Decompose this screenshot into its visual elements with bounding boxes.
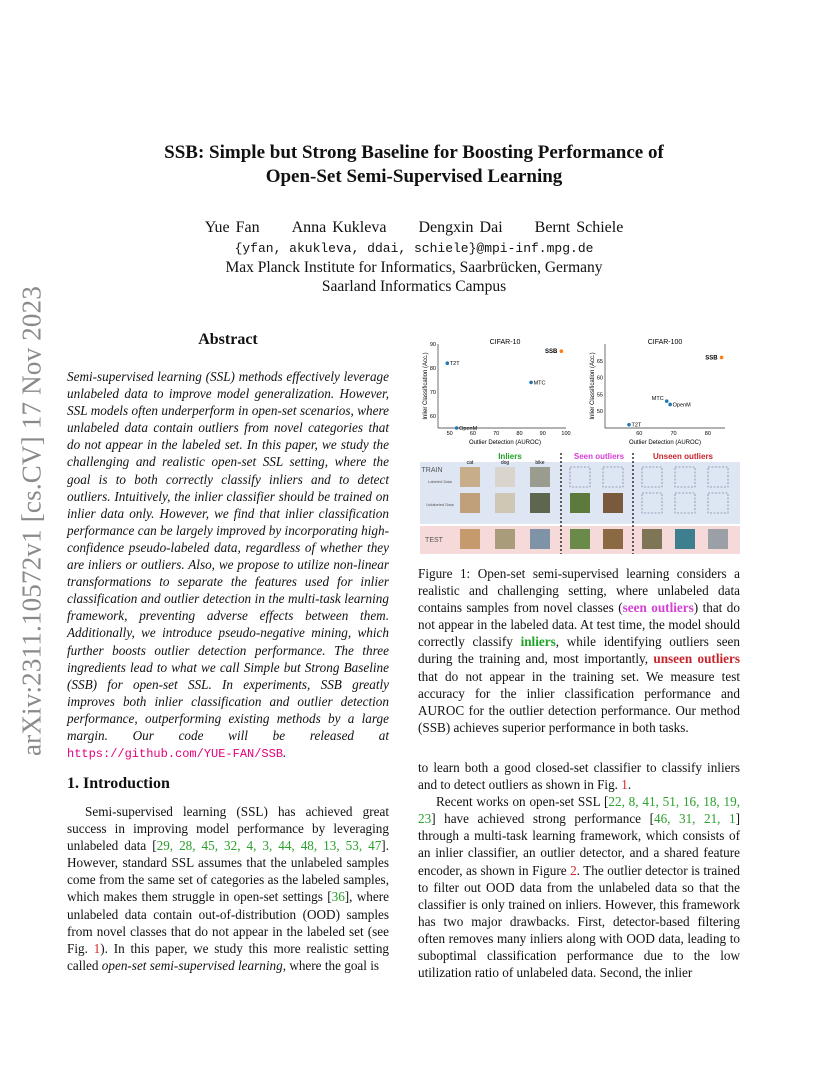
class-label-bike: bike — [535, 460, 545, 466]
y-tick-label: 80 — [429, 366, 436, 372]
image-bike — [530, 467, 550, 487]
image-person — [708, 529, 728, 549]
y-axis-label: Inlier Classification (Acc.) — [590, 352, 596, 420]
y-axis-label: Inlier Classification (Acc.) — [423, 352, 429, 420]
y-tick-label: 65 — [596, 358, 603, 365]
seen-outliers-header: Seen outliers — [573, 452, 625, 461]
image-cat — [460, 467, 480, 487]
x-tick-label: 60 — [636, 431, 643, 437]
chart-title: CIFAR-10 — [489, 339, 521, 346]
data-label-mtc: MTC — [651, 396, 664, 403]
citation-link[interactable]: 36 — [331, 889, 345, 905]
author: Dengxin Dai — [418, 219, 503, 236]
chart-title: CIFAR-100 — [647, 339, 683, 346]
x-axis-label: Outlier Detection (AUROC) — [468, 440, 542, 446]
paragraph: Recent works on open-set SSL [22, 8, 41, 51, 16, 18, 19, 23] have achieved strong performance [46, 31, 21, 1] through a multi-task learning framework, which consists of an inlier classifier, an outlier detector, and a shared feature encoder, as shown in Figure 2. The outlier detector is trained to filter out OOD data from the unlabeled data so that the classifier is only trained on inliers. However, this framework has two major drawbacks. First, detector-based filtering often removes many inliers along with OOD data, leading to suboptimal classification performance due to the low utilization ratio of unlabeled data. Second, the inlier — [418, 794, 741, 981]
data-point-t2t — [627, 423, 631, 427]
author: Bernt Schiele — [534, 219, 624, 236]
figure-1-caption: Figure 1: Open-set semi-supervised learning considers a realistic and challenging setting, where unlabeled data contains samples from novel classes (seen outliers) that do not appear in the labeled data. At test time, the model should correctly classify inliers, while identifying outliers seen during the training and, most importantly, unseen outliers that do not appear in the training set. We measure test accuracy for the inlier classification performance and AUROC for the outlier detection performance. Our method (SSB) achieves superior performance in both tasks. — [418, 566, 740, 735]
class-label-cat: cat — [466, 460, 474, 466]
y-tick-label: 60 — [596, 375, 603, 382]
y-tick-label: 55 — [596, 392, 603, 399]
image-cat — [460, 529, 480, 549]
train-label: TRAIN — [421, 467, 443, 474]
image-horse — [603, 493, 623, 513]
y-tick-label: 90 — [429, 342, 436, 348]
citation-link[interactable]: 22, 8, 41, 51, 16, 18, 19, 23 — [418, 794, 741, 827]
data-point-ssb — [560, 349, 564, 353]
intro-body: Semi-supervised learning (SSL) has achieved great success in improving model performance by leveraging unlabeled data [29, 28, 45, 32, 4, 3, 44, 48, 13, 53, 47]. However, standard SSL assumes that the unlabeled samples come from the same set of categories as the labeled samples, which makes them struggle in open-set settings [36], where unlabeled data contain out-of-distribution (OOD) samples from novel classes that do not appear in the labeled set (see Fig. 1). In this paper, we study this more realistic setting called open-set semi-supervised learning, where the goal is — [67, 804, 390, 973]
abstract-heading: Abstract — [198, 331, 258, 348]
data-label-ssb: SSB — [705, 355, 718, 362]
y-tick-label: 50 — [596, 409, 603, 416]
data-point-t2t — [446, 361, 450, 365]
author: Anna Kukleva — [291, 219, 387, 236]
x-tick-label: 60 — [469, 431, 476, 437]
code-link[interactable]: https://github.com/YUE-FAN/SSB — [67, 747, 284, 762]
unlabeled-data-label: Unlabeled Data — [426, 502, 454, 507]
x-tick-label: 70 — [670, 431, 677, 437]
test-label: TEST — [425, 537, 443, 544]
x-tick-label: 90 — [539, 431, 546, 437]
image-cat — [460, 493, 480, 513]
image-bike — [530, 529, 550, 549]
x-tick-label: 100 — [561, 431, 571, 437]
citation-link[interactable]: 29, 28, 45, 32, 4, 3, 44, 48, 13, 53, 47 — [156, 838, 382, 854]
data-label-ssb: SSB — [545, 349, 558, 356]
affiliation: Max Planck Institute for Informatics, Saarbrücken, Germany Saarland Informatics Campus — [225, 259, 603, 295]
chart-cifar100 — [590, 339, 725, 446]
image-frog — [570, 529, 590, 549]
image-dog — [495, 493, 515, 513]
unseen-outliers-header: Unseen outliers — [652, 452, 714, 461]
data-point-mtc — [529, 381, 533, 385]
x-tick-label: 70 — [493, 431, 500, 437]
figure-ref-link[interactable]: 1 — [621, 777, 628, 793]
data-label-t2t: T2T — [631, 422, 642, 429]
figure-ref-link[interactable]: 1 — [93, 940, 101, 956]
inliers-header: Inliers — [498, 452, 522, 461]
y-tick-label: 70 — [429, 390, 436, 396]
figure-1 — [420, 336, 740, 554]
labeled-data-label: Labeled Data — [428, 479, 452, 484]
image-dog — [495, 467, 515, 487]
x-axis-label: Outlier Detection (AUROC) — [628, 440, 702, 446]
class-label-dog: dog — [500, 460, 510, 466]
chart-cifar10 — [423, 339, 571, 446]
author: Yue Fan — [204, 219, 260, 236]
image-bird — [642, 529, 662, 549]
data-label-t2t: T2T — [449, 361, 460, 368]
x-tick-label: 80 — [516, 431, 523, 437]
paper-title: SSB: Simple but Strong Baseline for Boosting Performance of Open-Set Semi-Supervised Learning — [164, 142, 664, 187]
intro-right-column — [418, 759, 740, 981]
data-label-openm: OpenM — [672, 402, 691, 409]
figure-1-svg — [420, 336, 740, 554]
image-bike — [530, 493, 550, 513]
author-list — [120, 219, 708, 237]
intro-heading: 1. Introduction — [67, 775, 170, 792]
image-dog — [495, 529, 515, 549]
author-emails: {yfan, akukleva, ddai, schiele}@mpi-inf.mpg.de — [234, 241, 594, 256]
data-label-mtc: MTC — [533, 380, 546, 387]
data-point-ssb — [720, 356, 724, 360]
data-point-openm — [455, 426, 459, 430]
arxiv-stamp: arXiv:2311.10572v1 [cs.CV] 17 Nov 2023 — [16, 285, 47, 757]
x-tick-label: 80 — [704, 431, 711, 437]
image-frog — [570, 493, 590, 513]
image-fish — [675, 529, 695, 549]
x-tick-label: 50 — [446, 431, 453, 437]
image-horse — [603, 529, 623, 549]
abstract-body: Semi-supervised learning (SSL) methods effectively leverage unlabeled data to improve model generalization. However, SSL models often underperform in open-set scenarios, where unlabeled data contain outliers from novel categories that do not appear in the labeled set. In this paper, we study the challenging and realistic open-set SSL setting, where the goal is to both correctly classify inliers and to detect outliers. Intuitively, the inlier classifier should be trained on inlier data only. However, we find that inlier classification performance can be largely improved by incorporating high-confidence pseudo-labeled data, regardless of whether they are inliers or outliers. Also, we propose to utilize non-linear transformations to separate the features used for inlier classification and outlier detection in the multi-task learning framework, preventing adverse effects between them. Additionally, we introduce pseudo-negative mining, which further boosts outlier detection performance. The three ingredients lead to what we call Simple but Strong Baseline (SSB) for open-set SSL. In experiments, SSB greatly improves both inlier classification and outlier detection performance, outperforming existing methods by a large margin. Our code will be released at https://github.com/YUE-FAN/SSB. — [67, 369, 389, 762]
data-point-openm — [668, 403, 672, 407]
figure-ref-link[interactable]: 2 — [570, 862, 577, 878]
data-label-openm: OpenM — [459, 426, 478, 432]
paragraph: to learn both a good closed-set classifier to classify inliers and to detect outliers as shown in Fig. 1. — [418, 760, 740, 793]
data-point-mtc — [665, 399, 669, 403]
citation-link[interactable]: 46, 31, 21, 1 — [653, 811, 736, 827]
y-tick-label: 60 — [429, 414, 436, 420]
